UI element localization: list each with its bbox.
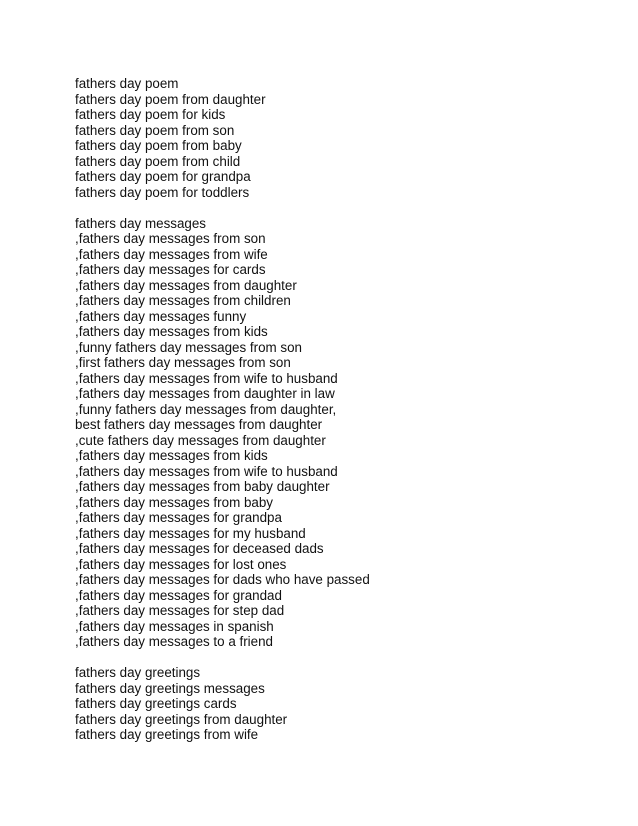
text-line: fathers day poem from son <box>75 122 235 138</box>
poem-section <box>75 76 595 200</box>
text-line: ,fathers day messages funny <box>75 308 247 324</box>
text-line: ,cute fathers day messages from daughter <box>75 432 326 448</box>
text-line: ,first fathers day messages from son <box>75 355 291 370</box>
text-line: ,fathers day messages for grandpa <box>75 510 282 525</box>
text-line: ,fathers day messages from daughter <box>75 277 297 293</box>
text-line: ,fathers day messages in spanish <box>75 618 274 634</box>
document-page <box>75 76 595 743</box>
greetings-section <box>75 665 595 743</box>
text-line: ,fathers day messages from son <box>75 231 266 246</box>
text-line: ,fathers day messages from baby daughter <box>75 479 330 494</box>
text-line: fathers day poem from child <box>75 153 241 169</box>
text-line: ,fathers day messages from wife <box>75 246 268 262</box>
text-line: fathers day greetings from wife <box>75 727 259 742</box>
text-line: ,fathers day messages from baby <box>75 494 273 510</box>
text-line: ,fathers day messages for my husband <box>75 525 306 541</box>
text-line: ,fathers day messages from kids <box>75 448 268 463</box>
text-line: ,fathers day messages for grandad <box>75 587 282 603</box>
text-line: fathers day greetings from daughter <box>75 711 288 727</box>
text-line: fathers day poem from daughter <box>75 91 266 107</box>
text-line: ,fathers day messages from daughter in law <box>75 386 335 401</box>
text-line: ,fathers day messages from wife to husband <box>75 370 338 386</box>
text-line: fathers day poem for kids <box>75 107 226 122</box>
text-line: ,fathers day messages for lost ones <box>75 556 287 572</box>
text-line: fathers day poem <box>75 76 179 91</box>
messages-section <box>75 216 595 650</box>
text-line: fathers day greetings messages <box>75 680 265 696</box>
text-line: ,fathers day messages for cards <box>75 262 266 277</box>
text-line: ,fathers day messages from kids <box>75 324 268 339</box>
text-line: fathers day poem from baby <box>75 138 242 153</box>
text-line: fathers day poem for toddlers <box>75 184 250 200</box>
text-line: ,fathers day messages to a friend <box>75 634 273 649</box>
text-line: ,funny fathers day messages from son <box>75 339 303 355</box>
text-line: fathers day greetings <box>75 665 201 680</box>
text-line: fathers day poem for grandpa <box>75 169 251 184</box>
text-line: fathers day greetings cards <box>75 696 237 711</box>
text-line: ,fathers day messages for step dad <box>75 603 285 618</box>
text-line: best fathers day messages from daughter <box>75 417 323 432</box>
text-line: ,fathers day messages from wife to husband <box>75 463 338 479</box>
text-line: ,fathers day messages for dads who have passed <box>75 572 370 587</box>
text-line: ,fathers day messages for deceased dads <box>75 541 324 556</box>
text-line: fathers day messages <box>75 215 206 231</box>
text-line: ,fathers day messages from children <box>75 293 291 308</box>
text-line: ,funny fathers day messages from daughter, <box>75 401 337 417</box>
